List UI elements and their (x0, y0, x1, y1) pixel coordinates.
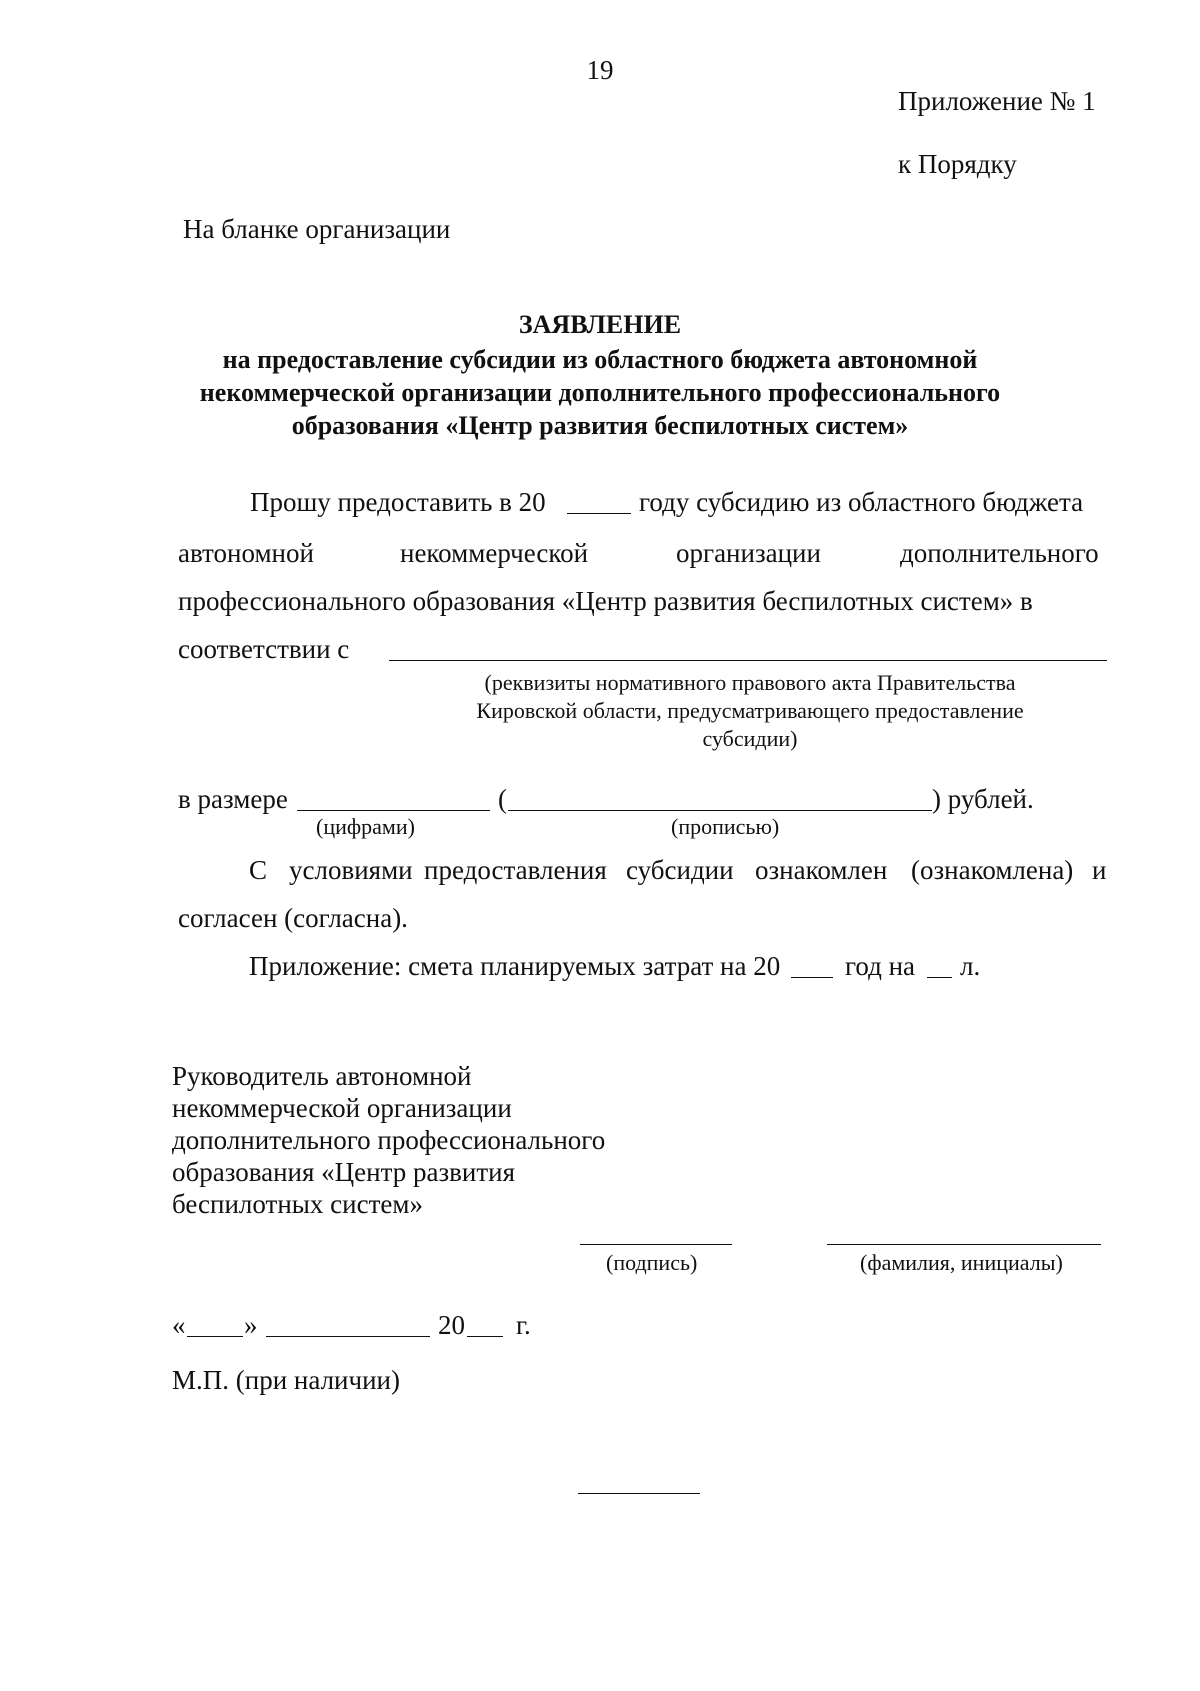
date-open-quote: « (172, 1310, 186, 1340)
conditions-word-1: С (249, 855, 268, 885)
attachment-pages-blank (927, 977, 952, 978)
attachment-year-blank (791, 977, 833, 978)
document-title: ЗАЯВЛЕНИЕ (518, 310, 682, 339)
stamp-note: М.П. (при наличии) (172, 1365, 400, 1395)
signer-position-line-1: Руководитель автономной (172, 1061, 472, 1091)
signer-position-line-3: дополнительного профессионального (172, 1125, 606, 1155)
date-year-prefix: 20 (438, 1310, 465, 1340)
request-text-line-4: соответствии с (178, 634, 350, 664)
signer-position (172, 1060, 605, 1220)
words-note: (прописью) (671, 814, 780, 839)
attachment-text-end: л. (960, 951, 981, 981)
title-line-1: на предоставление субсидии из областного бюджета автономной (222, 345, 978, 374)
conditions-word-6: (ознакомлена) (911, 855, 1074, 885)
conditions-word-7: и (1092, 855, 1107, 885)
date-year-blank (467, 1336, 503, 1337)
signature-note: (подпись) (606, 1250, 698, 1275)
signer-position-line-4: образования «Центр развития (172, 1157, 515, 1187)
legal-act-blank (389, 660, 1107, 661)
act-note-3: субсидии) (702, 726, 798, 751)
amount-digits-blank (297, 810, 490, 811)
conditions-word-4: субсидии (626, 855, 734, 885)
request-text-end: году субсидию из областного бюджета (639, 487, 1084, 517)
amount-label: в размере (178, 784, 288, 814)
year-blank (567, 513, 631, 514)
justified-word-2: некоммерческой (400, 538, 589, 568)
request-text-line-3: профессионального образования «Центр развития беспилотных систем» в (178, 586, 1033, 616)
conditions-word-2: условиями (289, 855, 413, 885)
title-line-3: образования «Центр развития беспилотных систем» (291, 411, 909, 440)
justified-word-1: автономной (178, 538, 314, 568)
full-name-note: (фамилия, инициалы) (860, 1250, 1063, 1275)
date-close-quote: » (244, 1310, 258, 1340)
appendix-reference: к Порядку (898, 149, 1017, 179)
justified-word-3: организации (676, 538, 821, 568)
conditions-line-2: согласен (согласна). (178, 903, 408, 933)
amount-open-paren: ( (498, 784, 507, 814)
date-month-blank (266, 1336, 430, 1337)
appendix-label: Приложение № 1 (898, 86, 1096, 116)
page-number: 19 (586, 55, 614, 85)
title-line-2: некоммерческой организации дополнительного профессионального (199, 378, 1001, 407)
date-year-suffix: г. (516, 1310, 531, 1340)
amount-words-blank (508, 810, 932, 811)
justified-word-4: дополнительного (900, 538, 1099, 568)
full-name-blank (827, 1244, 1101, 1245)
signer-position-line-2: некоммерческой организации (172, 1093, 512, 1123)
end-divider (578, 1493, 700, 1494)
attachment-text-mid: год на (845, 951, 916, 981)
amount-close: ) рублей. (932, 784, 1034, 814)
letterhead-note: На бланке организации (183, 214, 451, 244)
act-note-1: (реквизиты нормативного правового акта Правительства (484, 670, 1016, 695)
request-text-start: Прошу предоставить в 20 (250, 487, 546, 517)
signature-blank (580, 1244, 732, 1245)
attachment-text-start: Приложение: смета планируемых затрат на 20 (249, 951, 781, 981)
conditions-word-3: предоставления (424, 855, 607, 885)
signer-position-line-5: беспилотных систем» (172, 1189, 423, 1219)
date-day-blank (187, 1336, 243, 1337)
act-note-2: Кировской области, предусматривающего предоставление (476, 698, 1024, 723)
digits-note: (цифрами) (316, 814, 415, 839)
conditions-word-5: ознакомлен (755, 855, 888, 885)
